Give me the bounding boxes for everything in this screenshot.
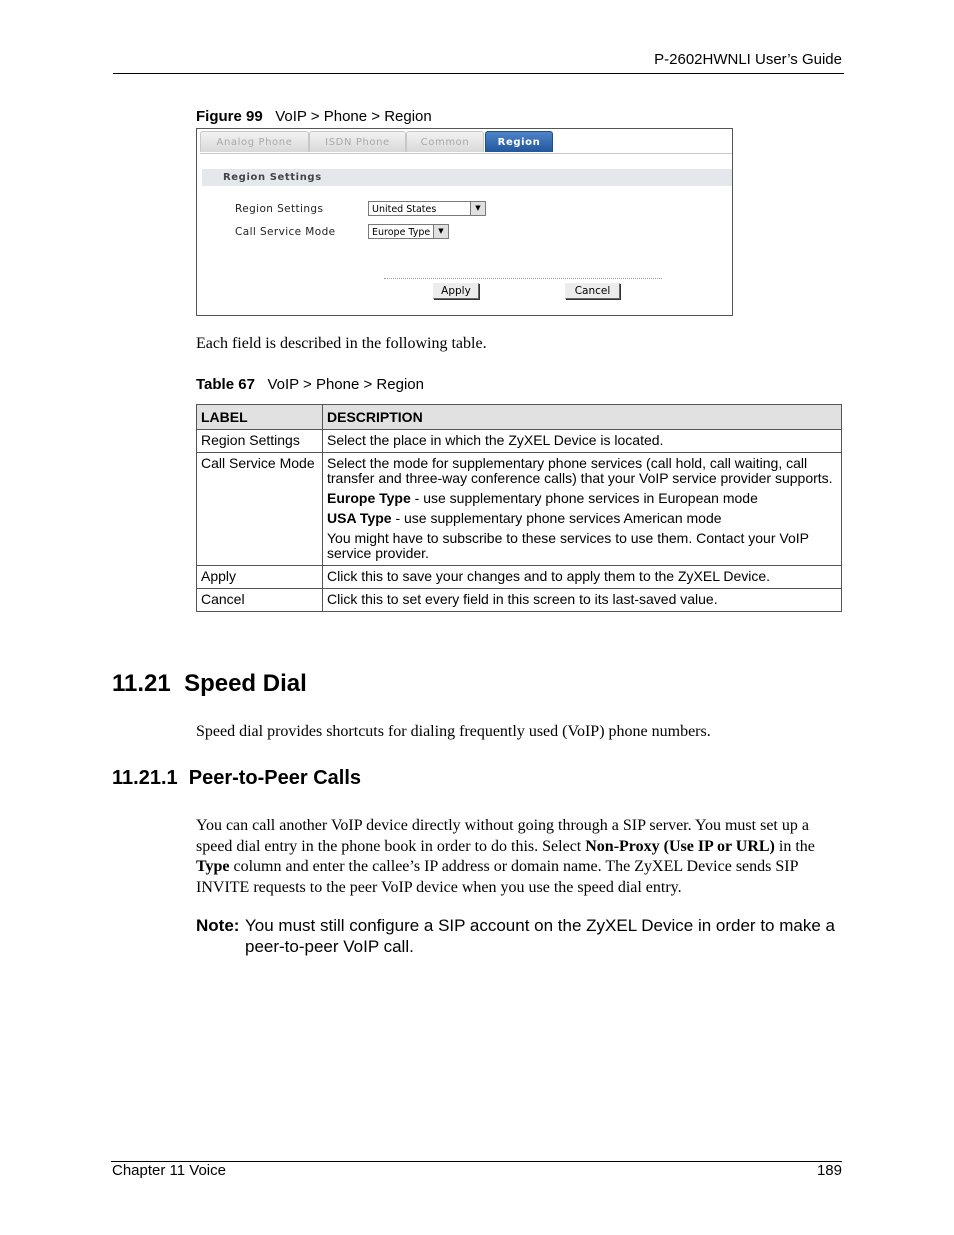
row-label: Cancel [197,589,323,612]
table-row [197,453,842,566]
tab-bar [200,129,732,153]
row-description: Click this to set every field in this screen to its last-saved value. [323,589,842,612]
tab-common[interactable]: Common [406,131,484,152]
section-text: Speed dial provides shortcuts for dialing frequently used (VoIP) phone numbers. [196,723,711,740]
table-row [197,589,842,612]
cancel-button[interactable]: Cancel [565,283,620,299]
table-caption [196,376,424,393]
call-service-mode-select[interactable] [368,224,449,239]
subsection-heading: 11.21.1 Peer-to-Peer Calls [112,767,362,789]
row-description: Click this to save your changes and to apply them to the ZyXEL Device. [323,566,842,589]
table-row [197,566,842,589]
figure-label: Figure 99 [196,108,263,125]
footer-chapter: Chapter 11 Voice [112,1162,226,1179]
region-settings-select[interactable] [368,201,486,216]
figure-caption [196,108,432,125]
dropdown-arrow-icon[interactable]: ▼ [470,202,485,215]
usa-type-desc: USA Type - use supplementary phone services American mode [327,510,722,526]
table-title: VoIP > Phone > Region [267,376,424,393]
section-heading: 11.21 Speed Dial [112,670,307,697]
region-screenshot [196,128,733,316]
subscription-note: You might have to subscribe to these services to use them. Contact your VoIP service provider. [327,530,809,561]
description-table [196,404,842,612]
row-description-text: Select the mode for supplementary phone services (call hold, call waiting, call transfer and three-way conference calls) that your VoIP service provider supports. [327,455,833,486]
intro-text: Each field is described in the following table. [196,335,487,352]
subsection-paragraph: You can call another VoIP device directly without going through a SIP server. You must set up a speed dial entry in the phone book in order to do this. Select Non-Proxy (Use IP or URL) in the Type column and enter the callee’s IP address or domain name. The ZyXEL Device sends SIP INVITE requests to the peer VoIP device when you use the speed dial entry. [196,817,815,896]
region-settings-value: United States [372,204,437,215]
tab-region[interactable]: Region [485,131,553,152]
dropdown-arrow-icon[interactable]: ▼ [433,225,448,238]
figure-title: VoIP > Phone > Region [275,108,432,125]
header-label: LABEL [197,405,323,430]
table-row [197,430,842,453]
row-label: Apply [197,566,323,589]
row-description [323,453,842,566]
header-title: P-2602HWNLI User’s Guide [654,51,842,68]
apply-button[interactable]: Apply [433,283,479,299]
page-number: 189 [816,1162,842,1179]
section-bar-region-settings: Region Settings [202,169,732,186]
note-text: You must still configure a SIP account on the ZyXEL Device in order to make a peer-to-peer VoIP call. [245,916,835,956]
dotted-divider [384,278,662,279]
header-description: DESCRIPTION [323,405,842,430]
note-label: Note: [196,916,240,935]
europe-type-desc: Europe Type - use supplementary phone services in European mode [327,490,758,506]
row-label: Call Service Mode [197,453,323,566]
call-service-mode-value: Europe Type [372,227,431,238]
tab-isdn-phone[interactable]: ISDN Phone [309,131,406,152]
tab-divider [200,153,732,154]
row-label: Region Settings [197,430,323,453]
tab-analog-phone[interactable]: Analog Phone [200,131,309,152]
table-label: Table 67 [196,376,255,393]
region-settings-label: Region Settings [235,203,324,215]
table-header-row [197,405,842,430]
row-description: Select the place in which the ZyXEL Device is located. [323,430,842,453]
call-service-mode-label: Call Service Mode [235,226,336,238]
header-rule [113,73,844,74]
